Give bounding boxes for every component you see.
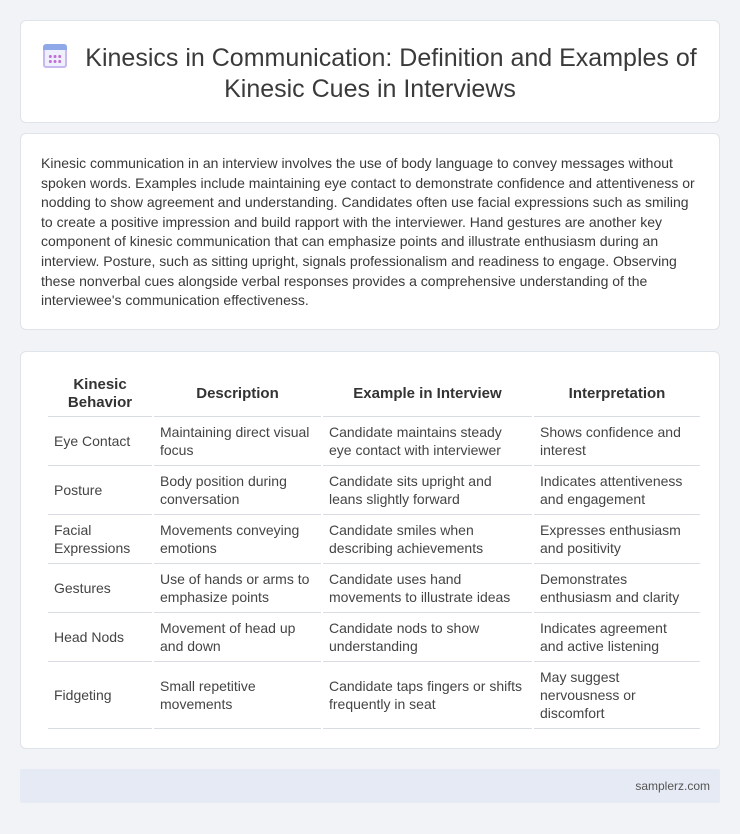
cell-behavior: Eye Contact [48,417,152,466]
cell-description: Body position during conversation [154,466,321,515]
table-row [48,613,700,662]
page-title-text: Kinesics in Communication: Definition and Examples of Kinesic Cues in Interviews [85,44,697,103]
table-row [48,466,700,515]
page-title [21,43,719,105]
cell-example: Candidate nods to show understanding [323,613,532,662]
intro-card [20,133,720,330]
header-example: Example in Interview [323,372,532,417]
cell-example: Candidate uses hand movements to illustrate ideas [323,564,532,613]
cell-behavior: Head Nods [48,613,152,662]
cell-interpretation: Expresses enthusiasm and positivity [534,515,700,564]
cell-interpretation: Demonstrates enthusiasm and clarity [534,564,700,613]
table-row [48,417,700,466]
cell-example: Candidate smiles when describing achievements [323,515,532,564]
cell-description: Maintaining direct visual focus [154,417,321,466]
table-row [48,662,700,729]
cell-behavior: Fidgeting [48,662,152,729]
calendar-icon [43,44,67,69]
header-interpretation: Interpretation [534,372,700,417]
footer-site-link[interactable]: samplerz.com [635,779,710,793]
cell-example: Candidate sits upright and leans slightly forward [323,466,532,515]
table-row [48,515,700,564]
cell-example: Candidate maintains steady eye contact with interviewer [323,417,532,466]
table-header-row [48,372,700,417]
intro-paragraph: Kinesic communication in an interview involves the use of body language to convey messages without spoken words. Examples include maintaining eye contact to demonstrate confidence and attentiveness or nodding to show agreement and understanding. Candidates often use facial expressions such as smiling to create a positive impression and build rapport with the interviewer. Hand gestures are another key component of kinesic communication that can emphasize points and illustrate enthusiasm during an interview. Posture, such as sitting upright, signals professionalism and readiness to engage. Observing these nonverbal cues alongside verbal responses provides a comprehensive understanding of the interviewee's communication effectiveness. [41,155,695,309]
cell-behavior: Facial Expressions [48,515,152,564]
cell-interpretation: Indicates attentiveness and engagement [534,466,700,515]
cell-description: Movements conveying emotions [154,515,321,564]
cell-interpretation: Indicates agreement and active listening [534,613,700,662]
cell-behavior: Posture [48,466,152,515]
kinesic-table [46,372,702,729]
cell-description: Movement of head up and down [154,613,321,662]
cell-behavior: Gestures [48,564,152,613]
cell-description: Small repetitive movements [154,662,321,729]
table-row [48,564,700,613]
header-description: Description [154,372,321,417]
title-wrap [21,43,719,105]
cell-description: Use of hands or arms to emphasize points [154,564,321,613]
cell-interpretation: May suggest nervousness or discomfort [534,662,700,729]
cell-interpretation: Shows confidence and interest [534,417,700,466]
footer [20,769,720,803]
cell-example: Candidate taps fingers or shifts frequently in seat [323,662,532,729]
title-card [20,20,720,123]
header-kinesic-behavior: Kinesic Behavior [48,372,152,417]
table-card [20,351,720,749]
